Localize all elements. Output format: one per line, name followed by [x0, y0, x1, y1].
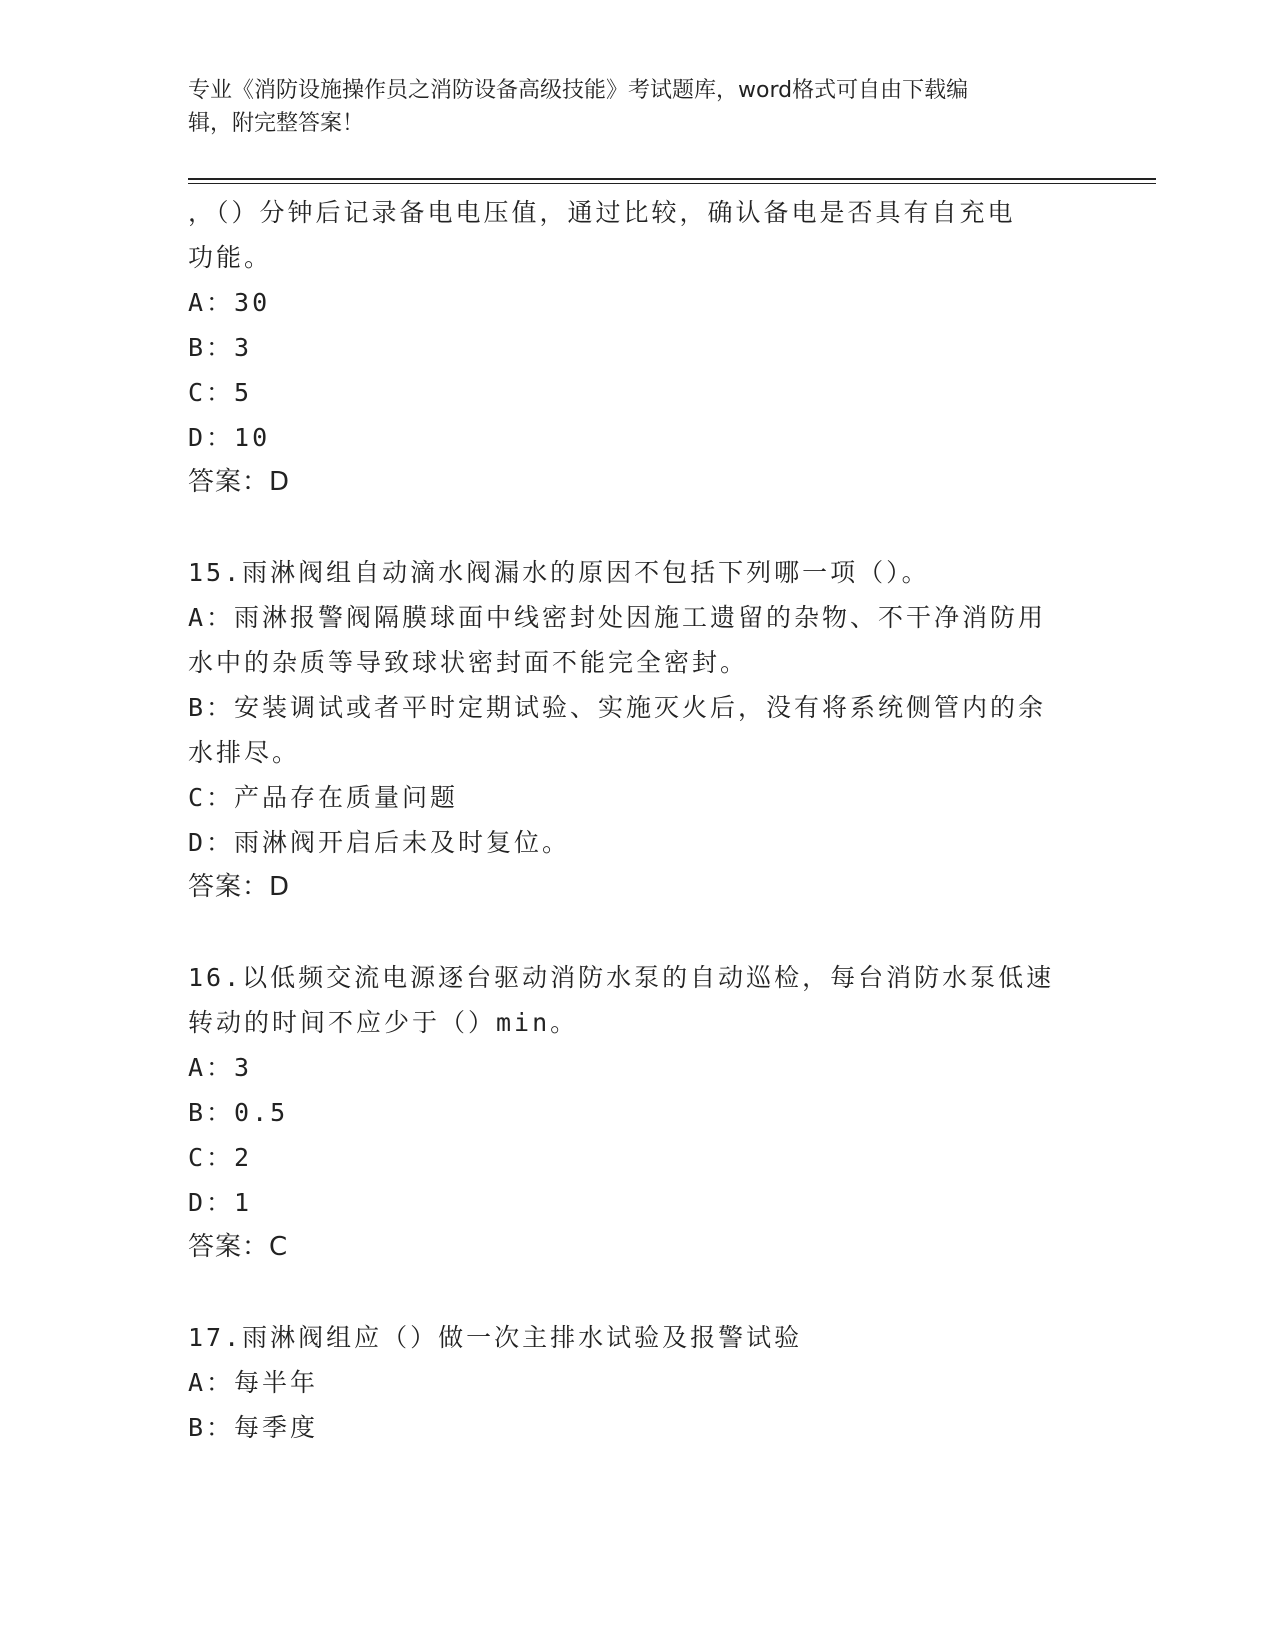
option-c: C：产品存在质量问题 — [188, 783, 459, 812]
spacer — [188, 1270, 1088, 1315]
option-b: B：3 — [188, 333, 253, 362]
question-16 — [188, 955, 1088, 1270]
option-a: A：雨淋报警阀隔膜球面中线密封处因施工遗留的杂物、不干净消防用 — [188, 603, 1047, 632]
option-a-continued: 水中的杂质等导致球状密封面不能完全密封。 — [188, 648, 749, 677]
option-a: A：3 — [188, 1053, 253, 1082]
question-stem: 15.雨淋阀组自动滴水阀漏水的原因不包括下列哪一项（）。 — [188, 558, 930, 587]
option-b-continued: 水排尽。 — [188, 738, 301, 767]
option-d: D：雨淋阀开启后未及时复位。 — [188, 828, 571, 857]
question-list — [188, 190, 1088, 1450]
question-stem: 17.雨淋阀组应（）做一次主排水试验及报警试验 — [188, 1323, 803, 1352]
spacer — [188, 910, 1088, 955]
answer-line: 答案：D — [188, 467, 291, 497]
answer-line: 答案：D — [188, 872, 291, 902]
option-b: B：安装调试或者平时定期试验、实施灭火后，没有将系统侧管内的余 — [188, 693, 1047, 722]
option-b: B：每季度 — [188, 1413, 319, 1442]
question-stem-continued: 功能。 — [188, 243, 273, 272]
question-stem: ，（）分钟后记录备电电压值，通过比较，确认备电是否具有自充电 — [188, 198, 1016, 227]
option-d: D：10 — [188, 423, 271, 452]
option-d: D：1 — [188, 1188, 253, 1217]
answer-line: 答案：C — [188, 1232, 289, 1262]
header-line-1: 专业《消防设施操作员之消防设备高级技能》考试题库，word格式可自由下载编 — [188, 78, 969, 103]
document-header — [188, 74, 1088, 140]
option-b: B：0.5 — [188, 1098, 289, 1127]
option-c: C：2 — [188, 1143, 253, 1172]
header-divider-thick — [188, 178, 1156, 180]
option-c: C：5 — [188, 378, 253, 407]
header-divider-thin — [188, 183, 1156, 184]
option-a: A：30 — [188, 288, 271, 317]
spacer — [188, 505, 1088, 550]
question-stem-continued: 转动的时间不应少于（）min。 — [188, 1008, 579, 1037]
header-line-2: 辑，附完整答案！ — [188, 111, 365, 136]
question-stem: 16.以低频交流电源逐台驱动消防水泵的自动巡检，每台消防水泵低速 — [188, 963, 1055, 992]
question-14-continued — [188, 190, 1088, 505]
question-17 — [188, 1315, 1088, 1450]
option-a: A：每半年 — [188, 1368, 319, 1397]
question-15 — [188, 550, 1088, 910]
